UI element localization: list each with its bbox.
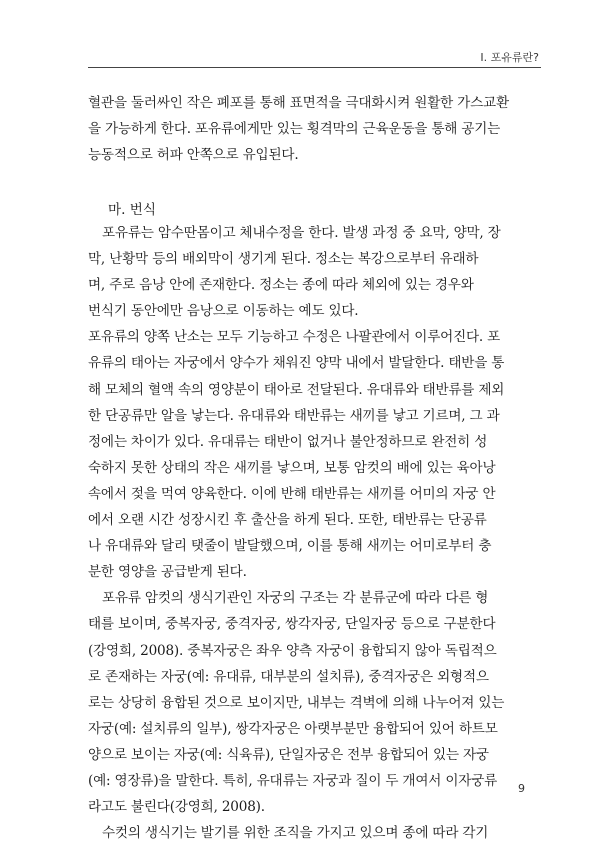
- text-line: 혈관을 둘러싸인 작은 폐포를 통해 표면적을 극대화시켜 원활한 가스교환: [88, 95, 509, 111]
- text-line: 분한 영양을 공급받게 된다.: [88, 564, 247, 581]
- text-line: 에서 오랜 시간 성장시킨 후 출산을 하게 된다. 또한, 태반류는 단공류: [88, 512, 487, 529]
- text-line: 수컷의 생식기는 발기를 위한 조직을 가지고 있으며 종에 따라 각기: [102, 825, 489, 842]
- paragraph-reproduction: [88, 220, 540, 846]
- page-number: 9: [518, 782, 525, 795]
- text-line: 라고도 불린다(강영희, 2008).: [88, 799, 265, 816]
- text-line: 한 단공류만 알을 낳는다. 유대류와 태반류는 새끼를 낳고 기르며, 그 과: [88, 407, 500, 424]
- header-rule: [88, 67, 541, 68]
- text-line: 로는 상당히 융합된 것으로 보이지만, 내부는 격벽에 의해 나누어져 있는: [88, 694, 505, 711]
- text-line: 태를 보이며, 중복자궁, 중격자궁, 쌍각자궁, 단일자궁 등으로 구분한다: [88, 616, 496, 633]
- text-line: 나 유대류와 달리 탯줄이 발달했으며, 이를 통해 새끼는 어미로부터 충: [88, 538, 492, 555]
- text-line: 유류의 태아는 자궁에서 양수가 채워진 양막 내에서 발달한다. 태반을 통: [88, 355, 505, 372]
- text-line: 포유류는 암수딴몸이고 체내수정을 한다. 발생 과정 중 요막, 양막, 장: [102, 225, 501, 241]
- text-line: (강영희, 2008). 중복자궁은 좌우 양측 자궁이 융합되지 않아 독립적으: [88, 642, 497, 659]
- text-line: 막, 난황막 등의 배외막이 생기게 된다. 정소는 복강으로부터 유래하: [88, 251, 479, 268]
- text-line: 양으로 보이는 자궁(예: 식육류), 단일자궁은 전부 융합되어 있는 자궁: [88, 746, 489, 763]
- text-line: 능동적으로 허파 안쪽으로 유입된다.: [88, 147, 299, 164]
- text-line: 며, 주로 음낭 안에 존재한다. 정소는 종에 따라 체외에 있는 경우와: [88, 277, 474, 294]
- running-header-title: I. 포유류란?: [480, 51, 539, 64]
- text-line: 정에는 차이가 있다. 유대류는 태반이 없거나 불안정하므로 완전히 성: [88, 433, 488, 450]
- text-line: 포유류 암컷의 생식기관인 자궁의 구조는 각 분류군에 따라 다른 형: [102, 590, 489, 607]
- text-line: 자궁(예: 설치류의 일부), 쌍각자궁은 아랫부분만 융합되어 있어 하트모: [88, 720, 498, 737]
- text-line: 포유류의 양쪽 난소는 모두 기능하고 수정은 나팔관에서 이루어진다. 포: [88, 329, 501, 346]
- text-line: (예: 영장류)을 말한다. 특히, 유대류는 자궁과 질이 두 개여서 이자궁류: [88, 772, 498, 789]
- text-line: 을 가능하게 한다. 포유류에게만 있는 횡격막의 근육운동을 통해 공기는: [88, 121, 501, 138]
- text-line: 해 모체의 혈액 속의 영양분이 태아로 전달된다. 유대류와 태반류를 제외: [88, 381, 505, 398]
- text-line: 로 존재하는 자궁(예: 유대류, 대부분의 설치류), 중격자궁은 외형적으: [88, 668, 489, 685]
- text-line: 번식기 동안에만 음낭으로 이동하는 예도 있다.: [88, 303, 359, 320]
- section-heading: 마. 번식: [108, 202, 157, 218]
- text-line: 숙하지 못한 상태의 작은 새끼를 낳으며, 보통 암컷의 배에 있는 육아낭: [88, 459, 496, 476]
- text-line: 속에서 젖을 먹여 양육한다. 이에 반해 태반류는 새끼를 어미의 자궁 안: [88, 485, 496, 502]
- paragraph-respiration: [88, 90, 540, 168]
